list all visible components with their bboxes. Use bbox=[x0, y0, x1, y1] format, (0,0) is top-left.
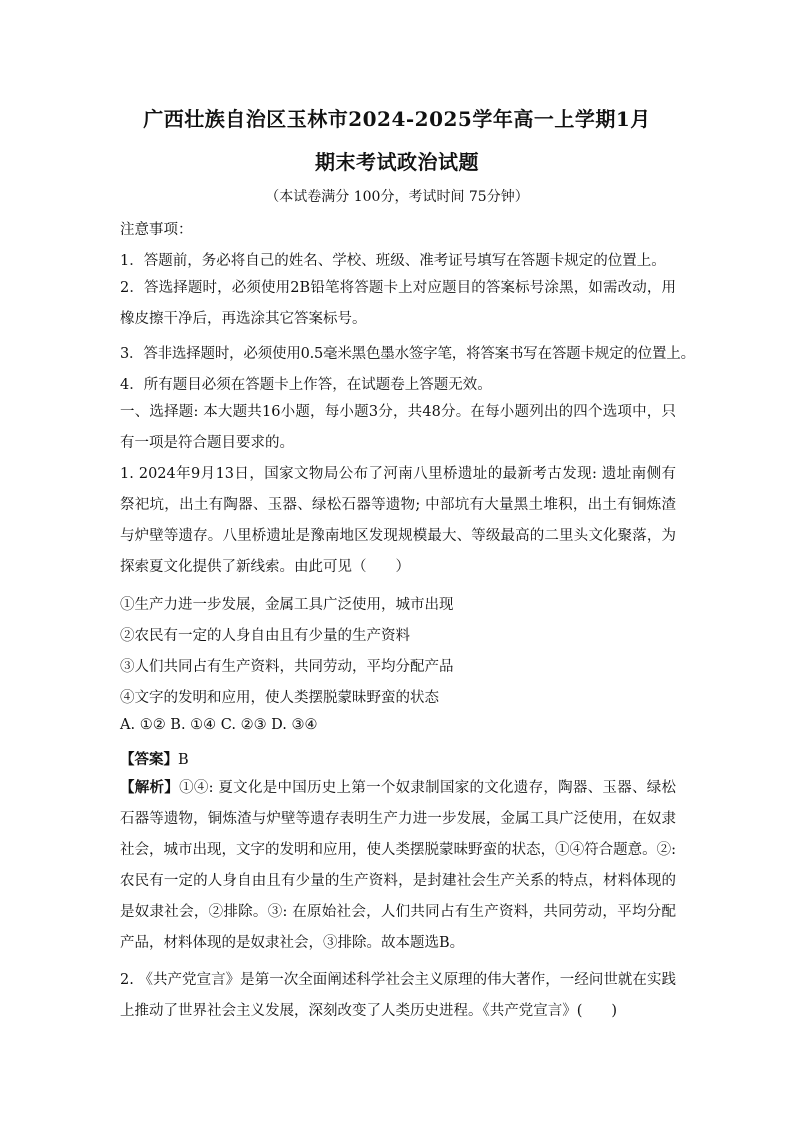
title-line-2: 期末考试政治试题 bbox=[315, 150, 479, 174]
notice-item: 2．答选择题时，必须使用2B铅笔将答题卡上对应题目的答案标号涂黑，如需改动，用橡皮擦干净后，再选涂其它答案标号。 bbox=[120, 280, 676, 327]
analysis-text: ①④: 夏文化是中国历史上第一个奴隶制国家的文化遗存，陶器、玉器、绿松石器等遗物，铜炼渣与炉壁等遗存表明生产力进一步发展，金属工具广泛使用，在奴隶社会，城市出现，文字的发明和应用，使人类摆脱蒙昧野蛮的状态，①④符合题意。②: 农民有一定的人身自由且有少量的生产资料，是封建社会生产关系的特点，材料体现的是奴隶社会，②排除。③: 在原始社会，人们共同占有生产资料，共同劳动，平均分配产品，材料体现的是奴隶社会，③排除。故本题选B。 bbox=[120, 780, 677, 951]
notice-item: 4．所有题目必须在答题卡上作答，在试题卷上答题无效。 bbox=[120, 377, 492, 393]
exam-info: （本试卷满分 100分，考试时间 75分钟） bbox=[265, 189, 529, 205]
answer-line bbox=[120, 748, 189, 769]
question-1-option: ③人们共同占有生产资料，共同劳动，平均分配产品 bbox=[120, 659, 454, 675]
notice-item: 3．答非选择题时，必须使用0.5毫米黑色墨水签字笔，将答案书写在答题卡规定的位置上。 bbox=[120, 346, 695, 362]
question-1-stem: 1. 2024年9月13日，国家文物局公布了河南八里桥遗址的最新考古发现: 遗址南侧有祭祀坑，出土有陶器、玉器、绿松石器等遗物; 中部坑有大量黑土堆积，出土有铜炼渣与炉壁等遗存。八里桥遗址是豫南地区发现规模最大、等级最高的二里头文化聚落，为探索夏文化提供了新线索。由此可见（ ） bbox=[120, 466, 676, 575]
answer-label: 【答案】 bbox=[120, 751, 178, 768]
question-1-option: ④文字的发明和应用，使人类摆脱蒙昧野蛮的状态 bbox=[120, 690, 439, 706]
analysis-label: 【解析】 bbox=[120, 779, 180, 796]
analysis-block bbox=[120, 772, 676, 959]
title-line-1: 广西壮族自治区玉林市2024-2025学年高一上学期1月 bbox=[143, 107, 651, 131]
section-heading: 一、选择题: 本大题共16小题，每小题3分，共48分。在每小题列出的四个选项中，只有一项是符合题目要求的。 bbox=[120, 404, 676, 451]
notice-heading: 注意事项： bbox=[120, 222, 193, 238]
question-1-option: ②农民有一定的人身自由且有少量的生产资料 bbox=[120, 628, 410, 644]
question-2-stem: 2. 《共产党宣言》是第一次全面阐述科学社会主义原理的伟大著作，一经问世就在实践上推动了世界社会主义发展，深刻改变了人类历史进程。《共产党宣言》( ) bbox=[120, 972, 676, 1019]
answer-value: B bbox=[178, 752, 189, 768]
notice-item: 1．答题前，务必将自己的姓名、学校、班级、准考证号填写在答题卡规定的位置上。 bbox=[120, 253, 666, 269]
question-1-option: ①生产力进一步发展，金属工具广泛使用，城市出现 bbox=[120, 597, 454, 613]
question-1-choices: A. ①② B. ①④ C. ②③ D. ③④ bbox=[120, 717, 318, 733]
